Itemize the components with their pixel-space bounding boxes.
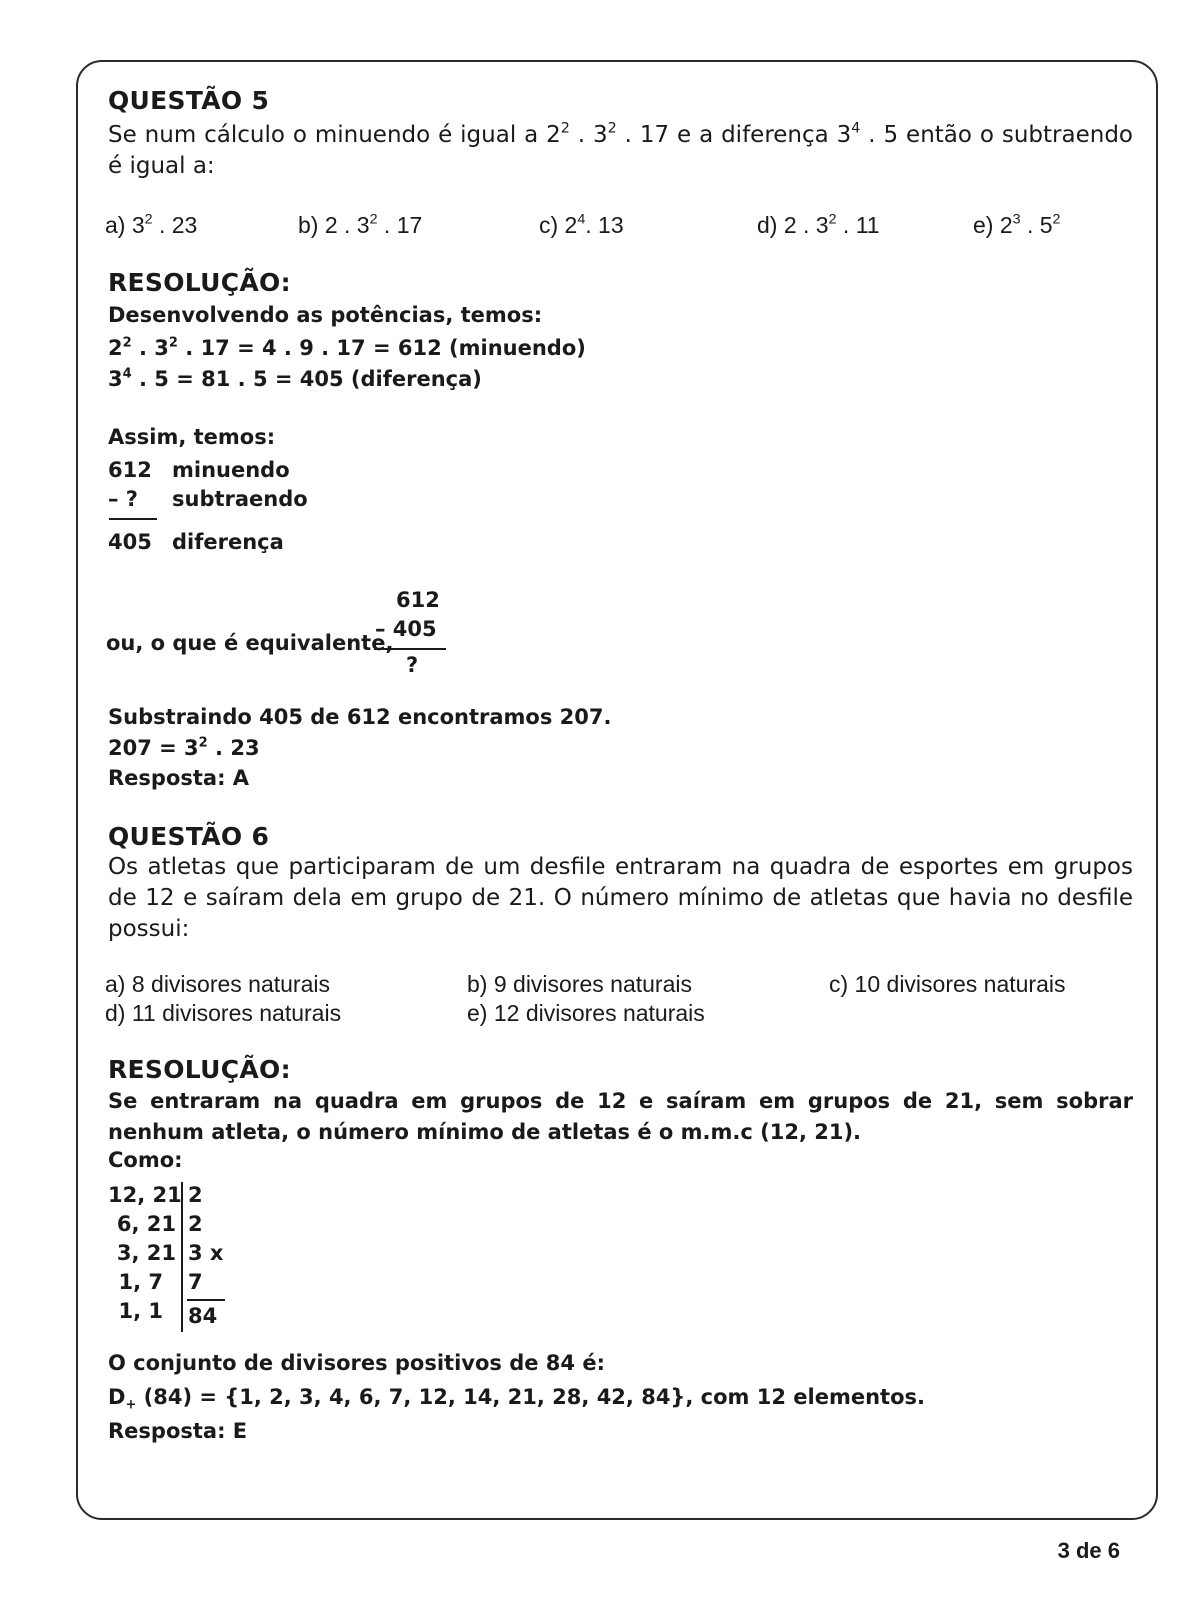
q5-option-a: a) $3^2$ . 23 <box>105 211 198 238</box>
factor-right-row: 3 x <box>188 1241 224 1265</box>
factor-left-row: 1, 7 <box>118 1270 163 1294</box>
factor-divider <box>181 1182 183 1332</box>
r5-equiv-top: 612 <box>396 588 440 612</box>
r5-assim: Assim, temos: <box>108 425 276 449</box>
r6-como: Como: <box>108 1148 183 1172</box>
r6-answer: Resposta: E <box>108 1419 248 1443</box>
factor-left-row: 12, 21 <box>108 1183 182 1207</box>
r6-divisors-intro: O conjunto de divisores positivos de 84 é: <box>108 1351 605 1375</box>
r5-table-diferenca-number: 405 <box>108 530 152 554</box>
q5-option-d: d) 2 . $3^2$ . 11 <box>757 211 880 238</box>
r5-result: $207 = 3^2$ . 23 <box>108 735 260 760</box>
question-5-stem: Se num cálculo o minuendo é igual a $2^2$ . $3^2$ . 17 e a diferença $3^4$ . 5 então o subtraendo é igual a: <box>108 120 1133 179</box>
factor-right-row: 2 <box>188 1183 203 1207</box>
q5-option-c: c) $2^4$. 13 <box>539 211 624 238</box>
r5-table-subtraendo-number: – ? <box>108 487 138 511</box>
r5-table-diferenca-label: diferença <box>172 530 284 554</box>
q6-option-c: c) 10 divisores naturais <box>829 971 1066 997</box>
q5-option-e: e) $2^3$ . $5^2$ <box>973 211 1061 238</box>
factor-right-row: 7 <box>188 1270 203 1294</box>
r5-table-minuendo-label: minuendo <box>172 458 290 482</box>
q6-option-b: b) 9 divisores naturais <box>467 971 692 997</box>
r5-equiv-middle: – 405 <box>375 617 437 641</box>
question-6-stem: Os atletas que participaram de um desfile entraram na quadra de esportes em grupos de 12 e saíram dela em grupo de 21. O número mínimo de atletas que havia no desfile possui: <box>108 854 1133 942</box>
r5-subtraction: Substraindo 405 de 612 encontramos 207. <box>108 705 612 729</box>
page-number: 3 de 6 <box>1057 1538 1120 1563</box>
r6-divisors-set: $D_+$ (84) = {1, 2, 3, 4, 6, 7, 12, 14, 21, 28, 42, 84}, com 12 elementos. <box>108 1385 925 1413</box>
factor-result: 84 <box>188 1304 218 1328</box>
r5-equiv-label: ou, o que é equivalente, <box>106 631 394 655</box>
question-6-title: QUESTÃO 6 <box>108 822 270 851</box>
r5-table-rule <box>109 518 157 520</box>
r5-intro: Desenvolvendo as potências, temos: <box>108 303 543 327</box>
q6-option-d: d) 11 divisores naturais <box>105 1000 342 1026</box>
r5-line-minuendo: $2^2$ . $3^2$ . 17 = 4 . 9 . 17 = 612 (minuendo) <box>108 335 586 360</box>
r5-table-minuendo-number: 612 <box>108 458 152 482</box>
question-5-title: QUESTÃO 5 <box>108 86 270 115</box>
q6-option-e: e) 12 divisores naturais <box>467 1000 705 1026</box>
q6-option-a: a) 8 divisores naturais <box>105 971 330 997</box>
r5-equiv-bottom: ? <box>406 653 419 677</box>
r5-line-diferenca: $3^4$ . 5 = 81 . 5 = 405 (diferença) <box>108 366 482 391</box>
factor-left-row: 3, 21 <box>116 1241 176 1265</box>
r6-text: Se entraram na quadra em grupos de 12 e saíram em grupos de 21, sem sobrar nenhum atleta, o número mínimo de atletas é o m.m.c (12, 21). <box>108 1089 1133 1144</box>
r5-answer: Resposta: A <box>108 766 250 790</box>
factor-right-row: 2 <box>188 1212 203 1236</box>
factor-left-row: 1, 1 <box>118 1299 163 1323</box>
r5-table-subtraendo-label: subtraendo <box>172 487 308 511</box>
resolution-6-title: RESOLUÇÃO: <box>108 1055 291 1084</box>
q5-option-b: b) 2 . $3^2$ . 17 <box>298 211 423 238</box>
resolution-5-title: RESOLUÇÃO: <box>108 268 291 297</box>
factor-left-row: 6, 21 <box>116 1212 176 1236</box>
